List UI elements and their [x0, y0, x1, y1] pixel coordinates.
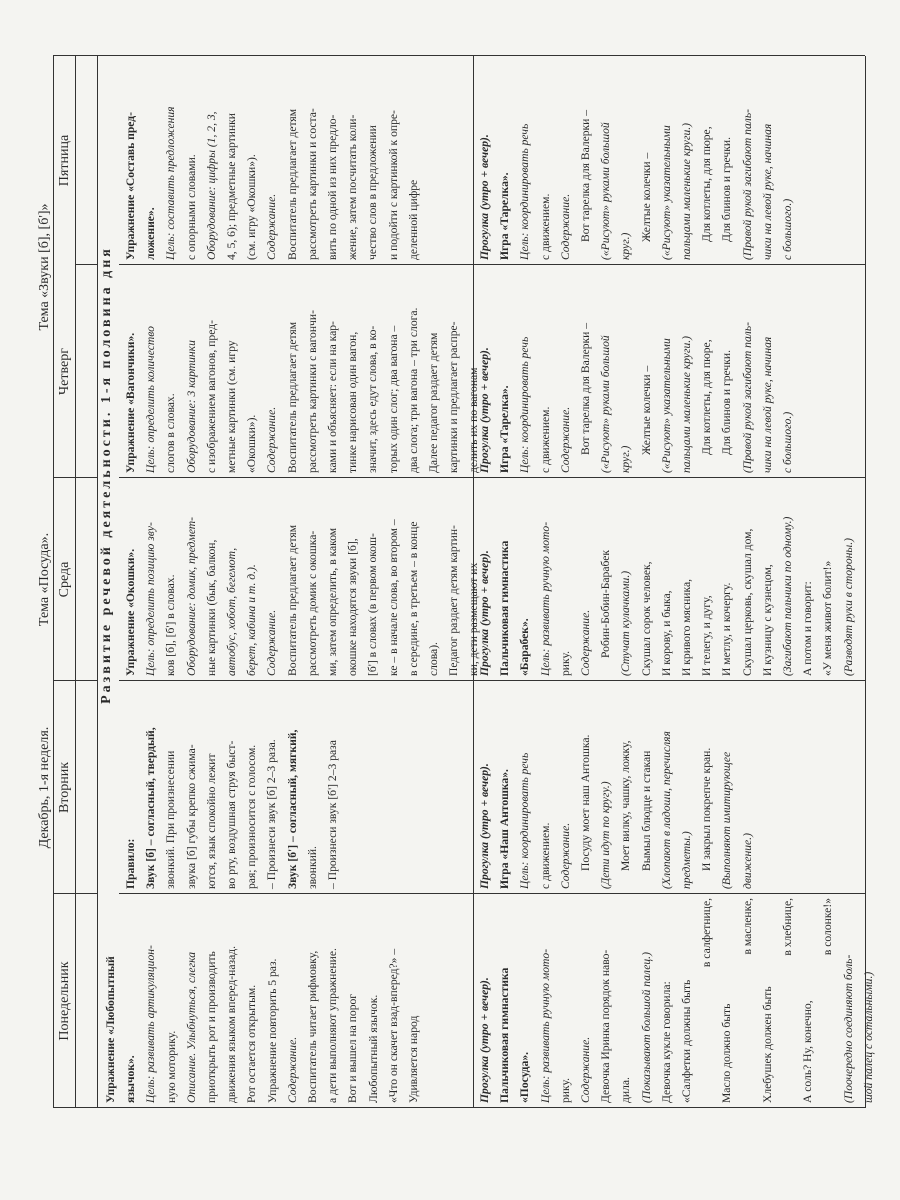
- text-line: чество слов в предложении: [366, 125, 380, 260]
- text-line: картинки и предлагает распре-: [447, 321, 461, 473]
- text-line: (Поочередно соединяют боль-: [841, 954, 855, 1103]
- text-line: (Дети идут по кругу.): [599, 781, 613, 889]
- text-line: И метлу, и кочергу.: [720, 582, 734, 676]
- text-line: Воспитатель предлагает детям: [285, 108, 299, 260]
- text-line: И телегу, и дугу,: [700, 595, 714, 676]
- text-line: в солонке!»: [821, 898, 835, 956]
- text-line: Рот остается открытым.: [245, 984, 259, 1103]
- text-line: ками и объясняет: если на кар-: [326, 321, 340, 473]
- text-line: (Выполняют имитирующее: [720, 751, 734, 889]
- text-line: Цель: составить предложения: [164, 106, 178, 260]
- text-line: Желтые колечки –: [639, 152, 653, 242]
- text-line: Цель: определить позицию зву-: [144, 522, 158, 676]
- text-line: И кузницу с кузнецом,: [760, 564, 774, 676]
- text-line: два слога; три вагона – три слога.: [406, 307, 420, 473]
- text-line: (Стучат кулачками.): [619, 570, 633, 676]
- text-line: и подойти с картинкой к опре-: [386, 110, 400, 260]
- text-line: Далее педагог раздает детям: [427, 332, 441, 473]
- cell-tue-row1: [121, 681, 473, 893]
- text-line: (см. игру «Окошки»).: [245, 154, 259, 260]
- text-line: пальцами маленькие круги.): [680, 122, 694, 260]
- text-line: Удивляется народ: [407, 1015, 421, 1103]
- text-line: И закрыл покрепче кран.: [700, 747, 714, 871]
- rule-header-2: [97, 56, 98, 1108]
- text-line: 4, 5, 6); предметные картинки: [225, 112, 239, 260]
- cell-mon-row1: [101, 894, 473, 1107]
- text-line: Посуду моет наш Антошка.: [579, 734, 593, 871]
- cell-wed-row2: [475, 478, 865, 680]
- text-line: Упражнение «Составь пред-: [124, 111, 137, 260]
- text-line: торых один слог; два вагона –: [386, 325, 400, 473]
- text-line: шой палец с остальными.): [861, 971, 875, 1103]
- rule-top: [53, 56, 54, 1108]
- text-line: Желтые колечки –: [639, 365, 653, 455]
- text-line: Моет вилку, чашку, ложку,: [619, 740, 633, 871]
- cell-tue-row2: [475, 681, 865, 893]
- rule-day-4a: [75, 264, 97, 265]
- text-line: Робин-Бобин-Барабек: [599, 549, 613, 658]
- text-line: рассмотреть картинки и соста-: [305, 108, 319, 260]
- text-line: Для котлеты, для пюре,: [700, 126, 714, 242]
- day-wed: Среда: [57, 561, 72, 598]
- cell-thu-row2: [475, 265, 865, 477]
- text-line: рику.: [558, 1077, 572, 1103]
- cell-thu-row1: [121, 265, 481, 477]
- text-line: в салфетнице,: [700, 898, 714, 968]
- text-line: Содержание.: [579, 609, 593, 676]
- text-line: Девочка кукле говорила:: [659, 981, 673, 1103]
- text-line: ются, язык спокойно лежит: [204, 753, 218, 889]
- text-line: А соль? Ну, конечно,: [801, 1000, 815, 1103]
- cell-mon-row2: [475, 894, 875, 1107]
- text-line: в масленке,: [740, 898, 754, 955]
- text-line: Воспитатель читает рифмовку,: [306, 950, 320, 1103]
- text-line: Звук [б] – согласный, твердый,: [144, 727, 158, 889]
- text-line: Масло должно быть: [720, 1003, 734, 1103]
- text-line: Оборудование: цифры (1, 2, 3,: [204, 111, 218, 260]
- text-line: (Хлопают в ладоши, перечисляя: [659, 731, 673, 889]
- text-line: Оборудование: домик, предмет-: [184, 516, 198, 676]
- text-line: в середине, в третьем – в конце: [406, 521, 420, 676]
- text-line: звонкий. При произнесении: [164, 750, 178, 889]
- text-line: И кривого мясника,: [680, 579, 694, 676]
- text-line: Пальчиковая гимнастика: [498, 540, 512, 676]
- text-line: тинке нарисован один вагон,: [346, 331, 360, 473]
- text-line: «Что он скачет взад-вперед?» –: [386, 948, 400, 1103]
- day-mon: Понедельник: [57, 961, 72, 1041]
- text-line: Прогулка (утро + вечер).: [478, 134, 491, 260]
- theme-1: Тема «Посуда».: [37, 532, 52, 627]
- text-line: ные картинки (бык, балкон,: [204, 539, 218, 676]
- text-line: приоткрыть рот и производить: [205, 951, 219, 1103]
- rule-header-1: [75, 56, 76, 1108]
- day-tue: Вторник: [57, 761, 72, 814]
- text-line: ке – в начале слова, во втором –: [386, 519, 400, 676]
- text-line: во рту, воздушная струя быст-: [225, 740, 239, 889]
- text-line: («Рисуют» указательными: [659, 338, 673, 473]
- text-line: Вымыл блюдце и стакан: [639, 750, 653, 871]
- text-line: движения языком вперед-назад.: [225, 945, 239, 1103]
- text-line: с движением.: [538, 406, 552, 473]
- text-line: Прогулка (утро + вечер).: [478, 763, 491, 889]
- text-line: Цель: координировать речь: [518, 336, 532, 473]
- cell-fri-row1: [121, 56, 473, 264]
- text-line: с движением.: [538, 193, 552, 260]
- text-line: Игра «Тарелка».: [498, 385, 512, 473]
- text-line: А потом и говорит:: [801, 581, 815, 676]
- text-line: вить по одной из них предло-: [326, 114, 340, 260]
- text-line: ми, затем определить, в каком: [326, 527, 340, 676]
- text-line: Вот тарелка для Валерки –: [579, 109, 593, 242]
- text-line: рассмотреть картинки с вагончи-: [305, 310, 319, 473]
- text-line: Для котлеты, для пюре,: [700, 339, 714, 455]
- text-line: Для блинов и гречки.: [720, 137, 734, 242]
- text-line: берет, кабина и т. д.).: [245, 564, 259, 676]
- text-line: ков [б], [б'] в словах.: [164, 574, 178, 676]
- text-line: Оборудование: 3 картинки: [184, 340, 198, 473]
- text-line: значит, здесь едут слова, в ко-: [366, 325, 380, 473]
- text-line: И корову, и быка,: [659, 590, 673, 676]
- text-line: Скушал церковь, скушал дом,: [740, 528, 754, 676]
- section-banner: Развитие речевой деятельности. 1-я половина дня: [99, 246, 114, 704]
- text-line: Скушал сорок человек,: [639, 561, 653, 676]
- text-line: звука [б] губы крепко сжима-: [184, 744, 198, 889]
- text-line: слова).: [427, 642, 441, 676]
- rotated-page: [35, 50, 875, 1150]
- text-line: ки, дети размещают их: [467, 562, 481, 676]
- text-line: чики на левой руке, начиная: [760, 336, 774, 473]
- text-line: Упражнение повторить 5 раз.: [265, 958, 279, 1103]
- theme-2: Тема «Звуки [б], [б']»: [37, 203, 52, 331]
- text-line: Содержание.: [558, 193, 572, 260]
- text-line: Цель: координировать речь: [518, 123, 532, 260]
- text-line: [б'] в словах (в первом окош-: [366, 533, 380, 676]
- text-line: жение, затем посчитать коли-: [346, 114, 360, 260]
- text-line: – Произнеси звук [б'] 2–3 раза: [326, 740, 340, 889]
- text-line: делить их по вагонам: [467, 367, 481, 473]
- text-line: чики на левой руке, начиная: [760, 123, 774, 260]
- text-line: рассмотреть домик с окошка-: [305, 530, 319, 676]
- text-line: Упражнение «Вагончики».: [124, 332, 137, 473]
- text-line: (Загибают пальчики по одному.): [781, 516, 795, 676]
- text-line: а дети выполняют упражнение.: [326, 948, 340, 1103]
- text-line: «Барабек».: [518, 618, 532, 676]
- text-line: круг.): [619, 445, 633, 473]
- text-line: с движением.: [538, 822, 552, 889]
- text-line: Воспитатель предлагает детям: [285, 321, 299, 473]
- text-line: дила.: [619, 1077, 633, 1103]
- text-line: «У меня живот болит!»: [821, 560, 835, 676]
- text-line: автобус, хобот, бегемот,: [225, 547, 239, 676]
- text-line: Игра «Тарелка».: [498, 172, 512, 260]
- text-line: Прогулка (утро + вечер).: [478, 550, 491, 676]
- text-line: Содержание.: [265, 609, 279, 676]
- text-line: с большого.): [781, 411, 795, 473]
- text-line: ную моторику.: [164, 1030, 178, 1103]
- text-line: Прогулка (утро + вечер).: [478, 977, 491, 1103]
- text-line: Содержание.: [285, 1036, 299, 1103]
- day-thu: Четверг: [57, 348, 72, 395]
- text-line: Звук [б'] – согласный, мягкий,: [285, 729, 299, 889]
- text-line: Упражнение «Окошки».: [124, 548, 137, 676]
- text-line: (Разводят руки в стороны.): [841, 538, 855, 676]
- text-line: (Показывают большой палец.): [639, 952, 653, 1103]
- text-line: (Правой рукой загибают паль-: [740, 322, 754, 473]
- text-line: Девочка Иринка порядок наво-: [599, 949, 613, 1103]
- text-line: («Рисуют» руками большой: [599, 122, 613, 260]
- text-line: звонкий.: [305, 846, 319, 889]
- text-line: Описание. Улыбнуться, слегка: [184, 951, 198, 1103]
- cell-fri-row2: [475, 56, 865, 264]
- text-line: Правило:: [124, 838, 137, 889]
- text-line: Воспитатель предлагает детям: [285, 524, 299, 676]
- text-line: Прогулка (утро + вечер).: [478, 347, 491, 473]
- text-line: Упражнение «Любопытный: [104, 956, 117, 1103]
- text-line: в хлебнице,: [781, 898, 795, 956]
- text-line: Педагог раздает детям картин-: [447, 525, 461, 676]
- text-line: («Рисуют» указательными: [659, 125, 673, 260]
- text-line: Пальчиковая гимнастика: [498, 967, 512, 1103]
- text-line: Цель: развивать ручную мото-: [538, 948, 552, 1103]
- text-line: пальцами маленькие круги.): [680, 335, 694, 473]
- text-line: «Окошки»).: [245, 414, 259, 473]
- text-line: – Произнеси звук [б] 2–3 раза.: [265, 739, 279, 889]
- text-line: слогов в словах.: [164, 393, 178, 473]
- text-line: деленной цифре: [406, 179, 420, 260]
- text-line: язычок».: [124, 1055, 138, 1103]
- text-line: Содержание.: [265, 193, 279, 260]
- text-line: с изображением вагонов, пред-: [204, 320, 218, 473]
- text-line: Цель: определить количество: [144, 326, 158, 473]
- day-fri: Пятница: [57, 134, 72, 187]
- text-line: движение.): [740, 833, 754, 889]
- text-line: Вот и вышел на порог: [346, 993, 360, 1103]
- text-line: рая; произносится с голосом.: [245, 744, 259, 889]
- text-line: Для блинов и гречки.: [720, 350, 734, 455]
- text-line: Содержание.: [558, 406, 572, 473]
- text-line: Игра «Наш Антошка».: [498, 769, 512, 889]
- text-line: Вот тарелка для Валерки –: [579, 322, 593, 455]
- text-line: с большого.): [781, 198, 795, 260]
- rule-left: [53, 1107, 865, 1108]
- text-line: «Посуда».: [518, 1051, 532, 1103]
- text-line: ложение».: [144, 207, 158, 260]
- text-line: (Правой рукой загибают паль-: [740, 109, 754, 260]
- cell-wed-row1: [121, 478, 481, 680]
- text-line: Содержание.: [265, 406, 279, 473]
- text-line: предметы.): [680, 831, 694, 889]
- text-line: метные картинки (см. игру: [225, 340, 239, 473]
- text-line: Цель: координировать речь: [518, 752, 532, 889]
- text-line: окошке находятся звуки [б],: [346, 538, 360, 676]
- week-title: Декабрь, 1-я неделя.: [37, 726, 52, 849]
- text-line: рику.: [558, 650, 572, 676]
- text-line: Хлебушек должен быть: [760, 986, 774, 1103]
- text-line: с опорными словами.: [184, 154, 198, 260]
- text-line: Содержание.: [558, 822, 572, 889]
- text-line: «Салфетки должны быть: [680, 979, 694, 1103]
- text-line: Цель: развивать артикуляцион-: [144, 945, 158, 1103]
- text-line: Содержание.: [579, 1036, 593, 1103]
- text-line: («Рисуют» руками большой: [599, 335, 613, 473]
- text-line: Цель: развивать ручную мото-: [538, 521, 552, 676]
- text-line: круг.): [619, 232, 633, 260]
- text-line: Любопытный язычок.: [366, 994, 380, 1103]
